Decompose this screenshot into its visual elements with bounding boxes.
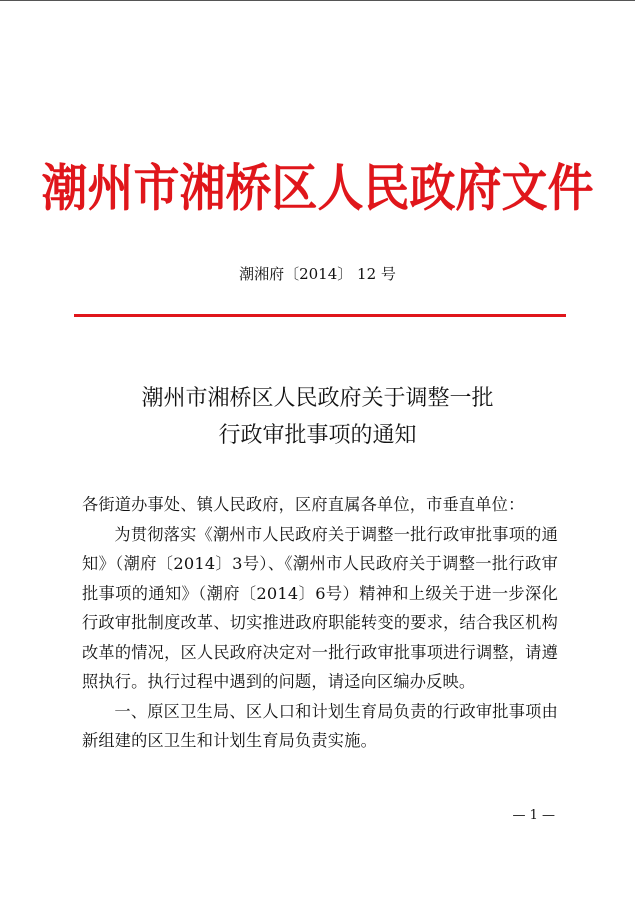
document-number: 潮湘府〔2014〕 12 号 bbox=[239, 265, 396, 283]
body-paragraph-2: 一、原区卫生局、区人口和计划生育局负责的行政审批事项由新组建的区卫生和计划生育局负责实施。 bbox=[82, 701, 558, 750]
body-paragraph-1: 为贯彻落实《潮州市人民政府关于调整一批行政审批事项的通知》（潮府〔2014〕3号）、《潮州市人民政府关于调整一批行政审批事项的通知》（潮府〔2014〕6号）精神和上级关于进一步深化行政审批制度改革、切实推进政府职能转变的要求，结合我区机构改革的情况，区人民政府决定对一批行政审批事项进行调整，请遵照执行。执行过程中遇到的问题，请迳向区编办反映。 bbox=[82, 524, 558, 691]
top-border-line bbox=[0, 0, 635, 1]
red-separator-line bbox=[74, 314, 566, 317]
document-masthead: 潮州市湘桥区人民政府文件 bbox=[41, 158, 594, 218]
title-line-1: 潮州市湘桥区人民政府关于调整一批 bbox=[141, 386, 494, 411]
document-title bbox=[0, 380, 635, 454]
page-number: — 1 — bbox=[512, 808, 555, 823]
document-body bbox=[82, 490, 558, 756]
salutation: 各街道办事处、镇人民政府，区府直属各单位，市垂直单位： bbox=[82, 495, 525, 514]
title-line-2: 行政审批事项的通知 bbox=[218, 423, 417, 448]
